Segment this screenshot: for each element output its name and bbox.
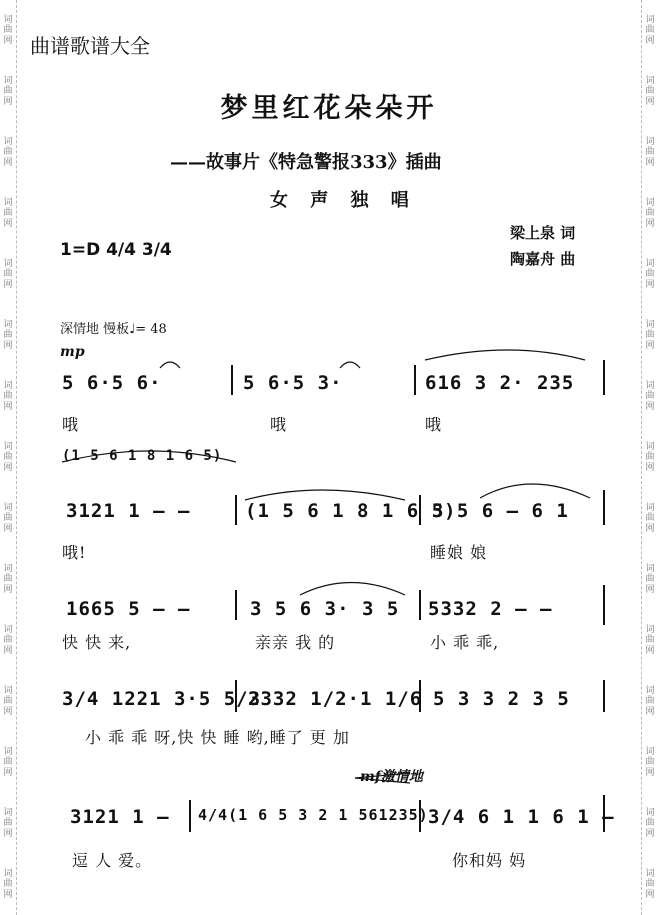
watermark-char: 曲	[645, 269, 655, 280]
watermark-char: 曲	[3, 330, 13, 341]
slur	[425, 350, 585, 360]
performance-type: 女 声 独 唱	[270, 190, 417, 211]
watermark-char: 词	[3, 868, 13, 879]
notation-measure: 5 6·5 6·	[62, 372, 162, 394]
watermark-char: 曲	[645, 330, 655, 341]
tempo-marking: 深情地 慢板♩= 48	[60, 322, 167, 337]
slur	[160, 362, 180, 368]
watermark-char: 词	[645, 807, 655, 818]
watermark-char: 网	[645, 35, 655, 46]
watermark-char: 网	[645, 828, 655, 839]
song-subtitle: ——故事片《特急警报333》插曲	[170, 152, 442, 173]
watermark-char: 词	[645, 441, 655, 452]
watermark-char: 曲	[645, 818, 655, 829]
watermark-char: 词	[645, 136, 655, 147]
dynamic-mf: mf激情地	[360, 769, 423, 785]
watermark-char: 曲	[3, 513, 13, 524]
watermark-char: 曲	[3, 86, 13, 97]
notation-measure: 3 5 6 3· 3 5	[250, 598, 400, 620]
watermark-char: 词	[645, 258, 655, 269]
watermark-char: 曲	[645, 879, 655, 890]
watermark-char: 词	[645, 746, 655, 757]
watermark-char: 网	[3, 706, 13, 717]
lyric-text: 哦!	[62, 543, 87, 562]
song-title: 梦里红花朵朵开	[220, 93, 438, 124]
watermark-char: 网	[645, 96, 655, 107]
watermark-char: 曲	[3, 696, 13, 707]
notation-measure: (1 5 6 1 8 1 6 5)	[245, 500, 457, 522]
notation-measure: 5332 2 — —	[428, 598, 553, 620]
watermark-char: 词	[645, 624, 655, 635]
watermark-char: 曲	[645, 147, 655, 158]
watermark-char: 网	[3, 35, 13, 46]
watermark-char: 曲	[645, 696, 655, 707]
watermark-char: 词	[3, 746, 13, 757]
notation-measure: 5 3 3 2 3 5	[433, 688, 570, 710]
watermark-char: 曲	[3, 818, 13, 829]
watermark-char: 词	[3, 502, 13, 513]
watermark-char: 网	[645, 279, 655, 290]
watermark-char: 网	[3, 828, 13, 839]
notation-measure: 5 6·5 3·	[243, 372, 343, 394]
watermark-char: 词	[3, 75, 13, 86]
lyric-text: 小 乖 乖,	[430, 633, 500, 652]
watermark-char: 网	[3, 523, 13, 534]
watermark-char: 网	[3, 889, 13, 900]
notation-measure: 3/4 1221 3·5 5/3	[62, 688, 262, 710]
watermark-char: 词	[3, 441, 13, 452]
notation-measure: 1665 5 — —	[66, 598, 191, 620]
watermark-char: 网	[3, 462, 13, 473]
watermark-char: 词	[645, 685, 655, 696]
watermark-char: 网	[645, 218, 655, 229]
watermark-char: 网	[645, 462, 655, 473]
watermark-char: 曲	[3, 391, 13, 402]
watermark-char: 词	[3, 197, 13, 208]
watermark-char: 曲	[645, 574, 655, 585]
dynamic-mp: mp	[60, 344, 85, 360]
notation-measure: 2332 1/2·1 1/6	[248, 688, 423, 710]
watermark-char: 词	[645, 197, 655, 208]
watermark-char: 词	[645, 380, 655, 391]
watermark-char: 曲	[3, 147, 13, 158]
watermark-char: 曲	[645, 86, 655, 97]
watermark-char: 词	[3, 807, 13, 818]
watermark-char: 词	[3, 624, 13, 635]
watermark-char: 网	[645, 584, 655, 595]
watermark-char: 曲	[3, 269, 13, 280]
watermark-char: 曲	[645, 513, 655, 524]
watermark-char: 词	[3, 685, 13, 696]
watermark-char: 网	[645, 523, 655, 534]
watermark-char: 网	[3, 584, 13, 595]
key-signature: 1=D 4/4 3/4	[60, 240, 172, 260]
watermark-char: 网	[3, 401, 13, 412]
watermark-char: 词	[3, 380, 13, 391]
crescendo	[355, 778, 410, 783]
watermark-char: 词	[3, 136, 13, 147]
site-name: 曲谱歌谱大全	[30, 34, 150, 58]
watermark-char: 网	[3, 279, 13, 290]
watermark-char: 词	[645, 14, 655, 25]
lyric-text: 睡娘 娘	[430, 543, 488, 562]
lyric-text: 哦	[270, 415, 288, 434]
lyric-text: 快 快 来,	[62, 633, 132, 652]
watermark-char: 曲	[3, 757, 13, 768]
watermark-char: 词	[3, 258, 13, 269]
notation-measure: 616 3 2· 235	[425, 372, 575, 394]
watermark-char: 网	[645, 340, 655, 351]
watermark-char: 网	[645, 706, 655, 717]
watermark-char: 曲	[645, 757, 655, 768]
watermark-char: 网	[3, 767, 13, 778]
slur	[245, 490, 405, 500]
watermark-char: 网	[645, 157, 655, 168]
lyric-text: 逗 人 爱。	[72, 851, 153, 870]
watermark-char: 曲	[645, 452, 655, 463]
lyric-text: 小 乖 乖 呀,快 快 睡 哟,睡了 更 加	[85, 728, 350, 747]
lyric-text: 你和妈 妈	[452, 851, 527, 870]
lyric-text: 哦	[62, 415, 80, 434]
watermark-char: 网	[645, 889, 655, 900]
watermark-char: 词	[645, 75, 655, 86]
watermark-char: 曲	[3, 25, 13, 36]
watermark-char: 网	[3, 218, 13, 229]
watermark-char: 词	[3, 563, 13, 574]
watermark-char: 词	[645, 563, 655, 574]
watermark-char: 词	[645, 868, 655, 879]
slur	[300, 583, 405, 596]
slur	[340, 362, 360, 368]
watermark-char: 曲	[3, 879, 13, 890]
notation-measure: 3 5 6 — 6 1	[432, 500, 569, 522]
notation-measure: 3121 1 — —	[66, 500, 191, 522]
watermark-char: 曲	[645, 635, 655, 646]
lyric-text: 哦	[425, 415, 443, 434]
crescendo	[355, 773, 410, 778]
watermark-char: 曲	[645, 208, 655, 219]
composer-credit: 陶嘉舟 曲	[510, 250, 576, 268]
watermark-char: 曲	[3, 574, 13, 585]
lyric-text: 亲亲 我 的	[255, 633, 336, 652]
notation-measure: 3/4 6 1 1 6 1 —	[428, 806, 615, 828]
watermark-char: 网	[3, 340, 13, 351]
watermark-char: 网	[645, 645, 655, 656]
watermark-char: 网	[3, 157, 13, 168]
notation-measure: (1 5 6 1 8 1 6 5)	[62, 448, 223, 464]
watermark-char: 曲	[3, 452, 13, 463]
watermark-char: 网	[3, 645, 13, 656]
watermark-char: 曲	[645, 25, 655, 36]
watermark-char: 网	[645, 401, 655, 412]
notation-measure: 4/4(1 6 5 3 2 1 561235)	[198, 806, 429, 824]
watermark-char: 曲	[3, 208, 13, 219]
slur	[480, 484, 590, 498]
watermark-char: 词	[3, 14, 13, 25]
lyricist-credit: 梁上泉 词	[510, 224, 576, 242]
watermark-char: 词	[645, 319, 655, 330]
watermark-char: 网	[3, 96, 13, 107]
watermark-char: 曲	[645, 391, 655, 402]
watermark-char: 曲	[3, 635, 13, 646]
watermark-char: 网	[645, 767, 655, 778]
watermark-char: 词	[645, 502, 655, 513]
watermark-char: 词	[3, 319, 13, 330]
notation-measure: 3121 1 —	[70, 806, 170, 828]
